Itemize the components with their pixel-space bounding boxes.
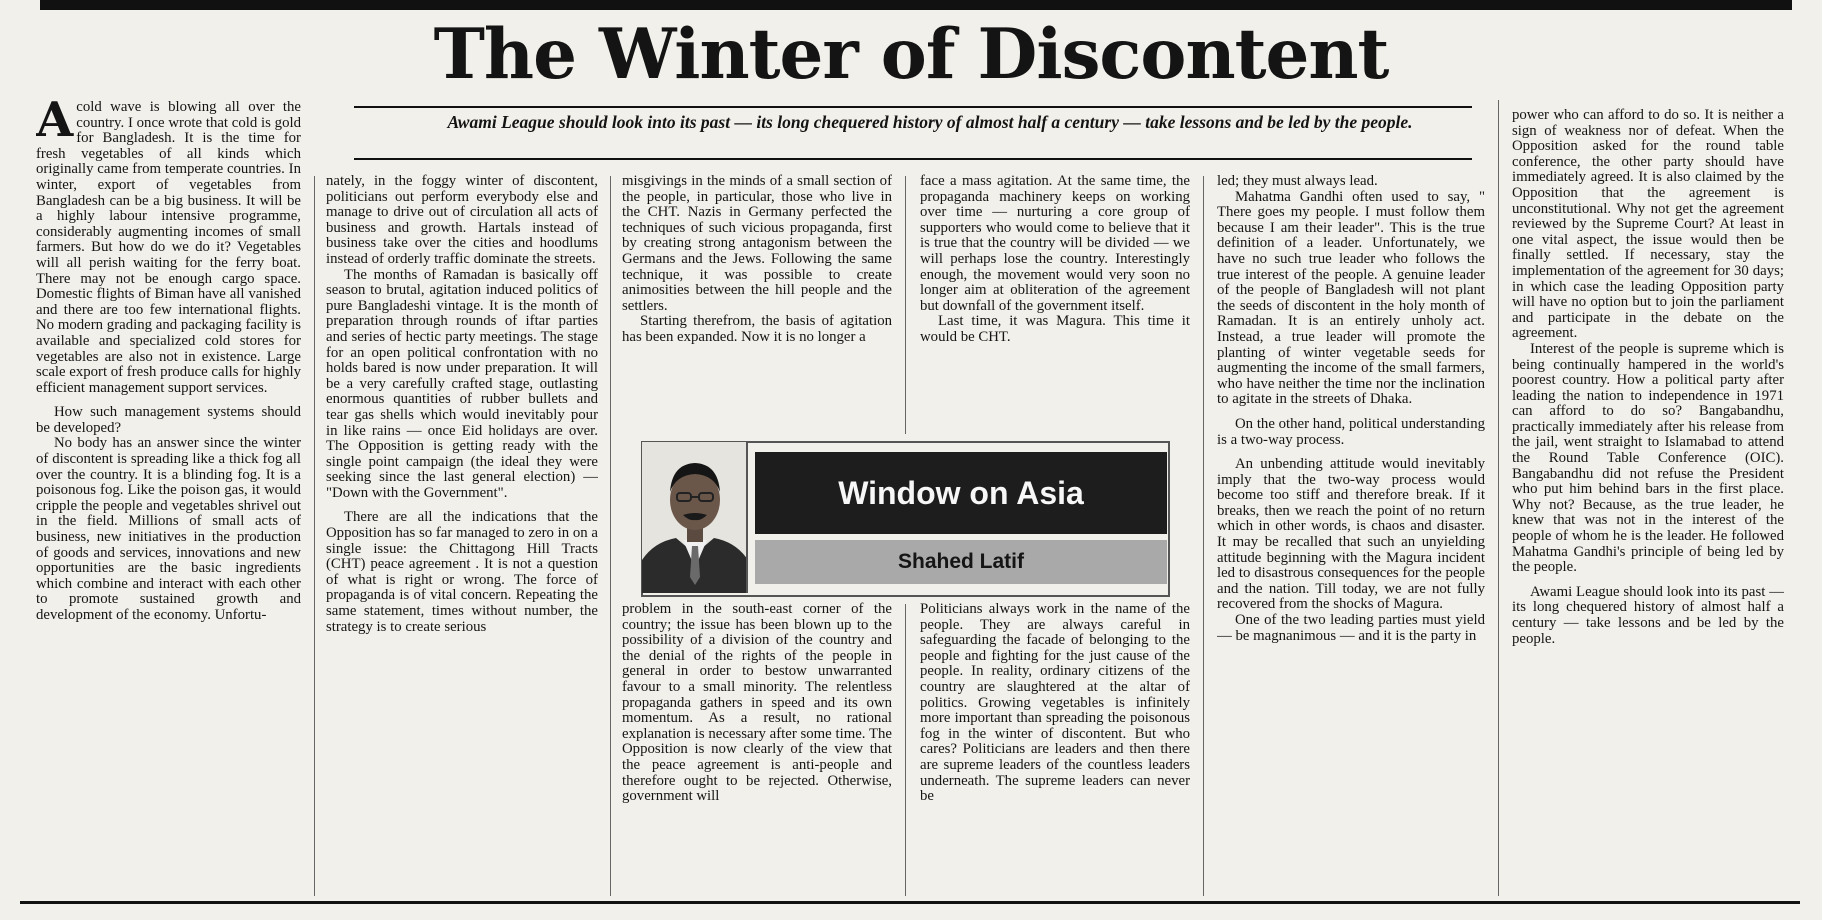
column-divider xyxy=(314,176,315,896)
paragraph: cold wave is blowing all over the country. I once wrote that cold is gold for Bangladesh. It is the time for fresh vegetables of all kinds which originally came from temperate countries. In winter, export of vegetables from Bangladesh can be a big business. It will be a highly labour intensive programme, considerably augmenting incomes of small farmers. But how do we do it? Vegetables will all perish waiting for the ferry boat. There may not be enough cargo space. Domestic flights of Biman have all vanished and there are too few international flights. No modern grading and packaging facility is available and specialized cold stores for vegetables are also not in existence. Large scale export of fresh produce calls for highly efficient management support services. xyxy=(36,100,301,396)
paragraph: led; they must always lead. xyxy=(1217,174,1378,189)
column-divider xyxy=(1203,176,1204,896)
column-4-lower xyxy=(920,602,1190,896)
paragraph: nately, in the foggy winter of discontent, politicians out perform everybody else and manage to drive out of circulation all acts of business and growth. Hartals instead of business take over the cities and hoodlums instead of orderly traffic dominate the streets. xyxy=(326,174,598,267)
paragraph: face a mass agitation. At the same time, the propaganda machinery keeps on working over time — nurturing a core group of supporters who would come to believe that it is true that the country will be divided — we will perhaps lose the country. Interestingly enough, the movement would very soon no longer aim at obliteration of the agreement but downfall of the government itself. xyxy=(920,174,1190,314)
drop-cap: A xyxy=(36,100,74,148)
paragraph: Mahatma Gandhi often used to say, " There goes my people. I must follow them because I am their leader". This is the true definition of a leader. Unfortunately, we have no such true leader who follows the true interest of the people. A genuine leader of the people of Bangladesh will not plant the seeds of discontent in the holy month of Ramadan. It is an entirely unholy act. Instead, a true leader will promote the planting of winter vegetable seeds for augmenting the income of the small farmers, who have neither the time nor the inclination to agitate in the streets of Dhaka. xyxy=(1217,188,1485,408)
top-rule xyxy=(40,0,1792,10)
paragraph: Politicians always work in the name of the people. They are always careful in safeguarding the facade of belonging to the people and fighting for the just cause of the people. In reality, ordinary citizens of the country are slaughtered at the altar of politics. Growing vegetables is infinitely more important than spreading the poisonous fog in the winter of discontent. But who cares? Politicians are leaders and then there are supreme leaders of the countless leaders underneath. The supreme leaders can never be xyxy=(920,602,1190,805)
column-3-upper xyxy=(622,174,892,434)
deck: Awami League should look into its past — its long chequered history of almost half a century — take lessons and be led by the people. xyxy=(447,112,1413,132)
paragraph: No body has an answer since the winter of discontent is spreading like a thick fog all over the country. It is a blinding fog. It is a poisonous fog. Like the poison gas, it would cripple the people and vegetables shrivel out in the field. Millions of small acts of business, new initiatives in the production of goods and services, innovations and new opportunities are the basic ingredients which combine and interact with each other to promote sustained growth and development of the economy. Unfortu- xyxy=(36,435,301,623)
paragraph: Last time, it was Magura. This time it would be CHT. xyxy=(920,313,1190,345)
column-divider xyxy=(905,176,906,434)
paragraph: problem in the south-east corner of the country; the issue has been blown up to the possibility of a division of the country and the denial of the rights of the people in general in order to bestow unwarranted favour to a small minority. The relentless propaganda gathers in speed and its own momentum. As a result, no rational explanation is necessary after some time. The Opposition is now clearly of the view that the peace agreement is anti-people and therefore ought to be rejected. Otherwise, government will xyxy=(622,602,892,805)
column-3-lower xyxy=(622,602,892,896)
column-6 xyxy=(1512,108,1784,896)
paragraph: On the other hand, political understanding is a two-way process. xyxy=(1217,415,1485,448)
bottom-rule xyxy=(20,901,1800,904)
paragraph: The months of Ramadan is basically off season to brutal, agitation induced politics of pure Bangladeshi vintage. It is the month of preparation through rounds of iftar parties and series of hectic party meetings. The stage for an open political confrontation with no holds bared is now under preparation. It will be a very carefully crafted stage, outlasting enormous quantities of rubber bullets and tear gas shells which would inevitably pour in like rains — once Eid holidays are over. The Opposition is getting ready with the single point campaign (the ideal they were seeking since the last general election) — "Down with the Government". xyxy=(326,266,598,501)
column-divider xyxy=(905,604,906,896)
deck-rule-top xyxy=(354,106,1472,108)
column-5 xyxy=(1217,174,1485,896)
headline: The Winter of Discontent xyxy=(433,14,1389,95)
column-1 xyxy=(36,100,301,895)
paragraph: Starting therefrom, the basis of agitation has been expanded. Now it is no longer a xyxy=(622,313,892,345)
column-banner: Window on Asia xyxy=(755,452,1167,534)
paragraph: Interest of the people is supreme which is being continually hampered in the world's poorest country. How a political party after leading the nation to independence in 1971 can afford to do so? Bangabandhu, practically immediately after his release from the jail, went straight to Islamabad to attend the Round Table Conference (OIC). Bangabandhu did not refuse the President who put him behind bars in the first place. Why not? Because, as the true leader, he knew that was not in the interest of the people of whom he is the leader. He followed Mahatma Gandhi's principle of being led by the people. xyxy=(1512,340,1784,576)
deck-rule-bottom xyxy=(354,158,1472,160)
byline: Shahed Latif xyxy=(755,540,1167,584)
paragraph: misgivings in the minds of a small section of the people, in particular, those who live in the CHT. Nazis in Germany perfected the techniques of such vicious propaganda, first by creating strong antagonism between the Germans and the Jews. Following the same technique, it was possible to create animosities between the hill people and the settlers. xyxy=(622,174,892,314)
author-photo xyxy=(642,442,748,593)
paragraph: power who can afford to do so. It is neither a sign of weakness nor of defeat. When the Opposition asked for the round table conference, the other party should have immediately agreed. It is also claimed by the Opposition that the agreement is unconstitutional. Why not get the agreement reviewed by the Supreme Court? At least in one vital aspect, the issue would then be finally settled. If necessary, stay the implementation of the agreement for 30 days; in which case the leading Opposition party will have no option but to join the parliament and participate in the debate on the agreement. xyxy=(1512,108,1784,342)
column-divider xyxy=(610,176,611,896)
column-divider xyxy=(1498,100,1499,896)
paragraph: One of the two leading parties must yield — be magnanimous — and it is the party in xyxy=(1217,612,1485,644)
paragraph: An unbending attitude would inevitably imply that the two-way process would become too stiff and therefore break. If it breaks, then we reach the point of no return which in other words, is chaos and disaster. It may be recalled that such an unyielding attitude beginning with the Magura incident led to disastrous consequences for the people and the nation. Till today, we are not fully recovered from the shocks of Magura. xyxy=(1217,456,1485,613)
paragraph: There are all the indications that the Opposition has so far managed to zero in on a single issue: the Chittagong Hill Tracts (CHT) peace agreement . It is not a question of what is right or wrong. The force of propaganda is of vital concern. Repeating the same statement, times without number, the strategy is to create serious xyxy=(326,509,598,635)
paragraph: How such management systems should be developed? xyxy=(36,404,301,436)
column-4-upper xyxy=(920,174,1190,434)
paragraph: Awami League should look into its past — its long chequered history of almost half a century — take lessons and be led by the people. xyxy=(1512,583,1784,647)
column-2 xyxy=(326,174,598,894)
